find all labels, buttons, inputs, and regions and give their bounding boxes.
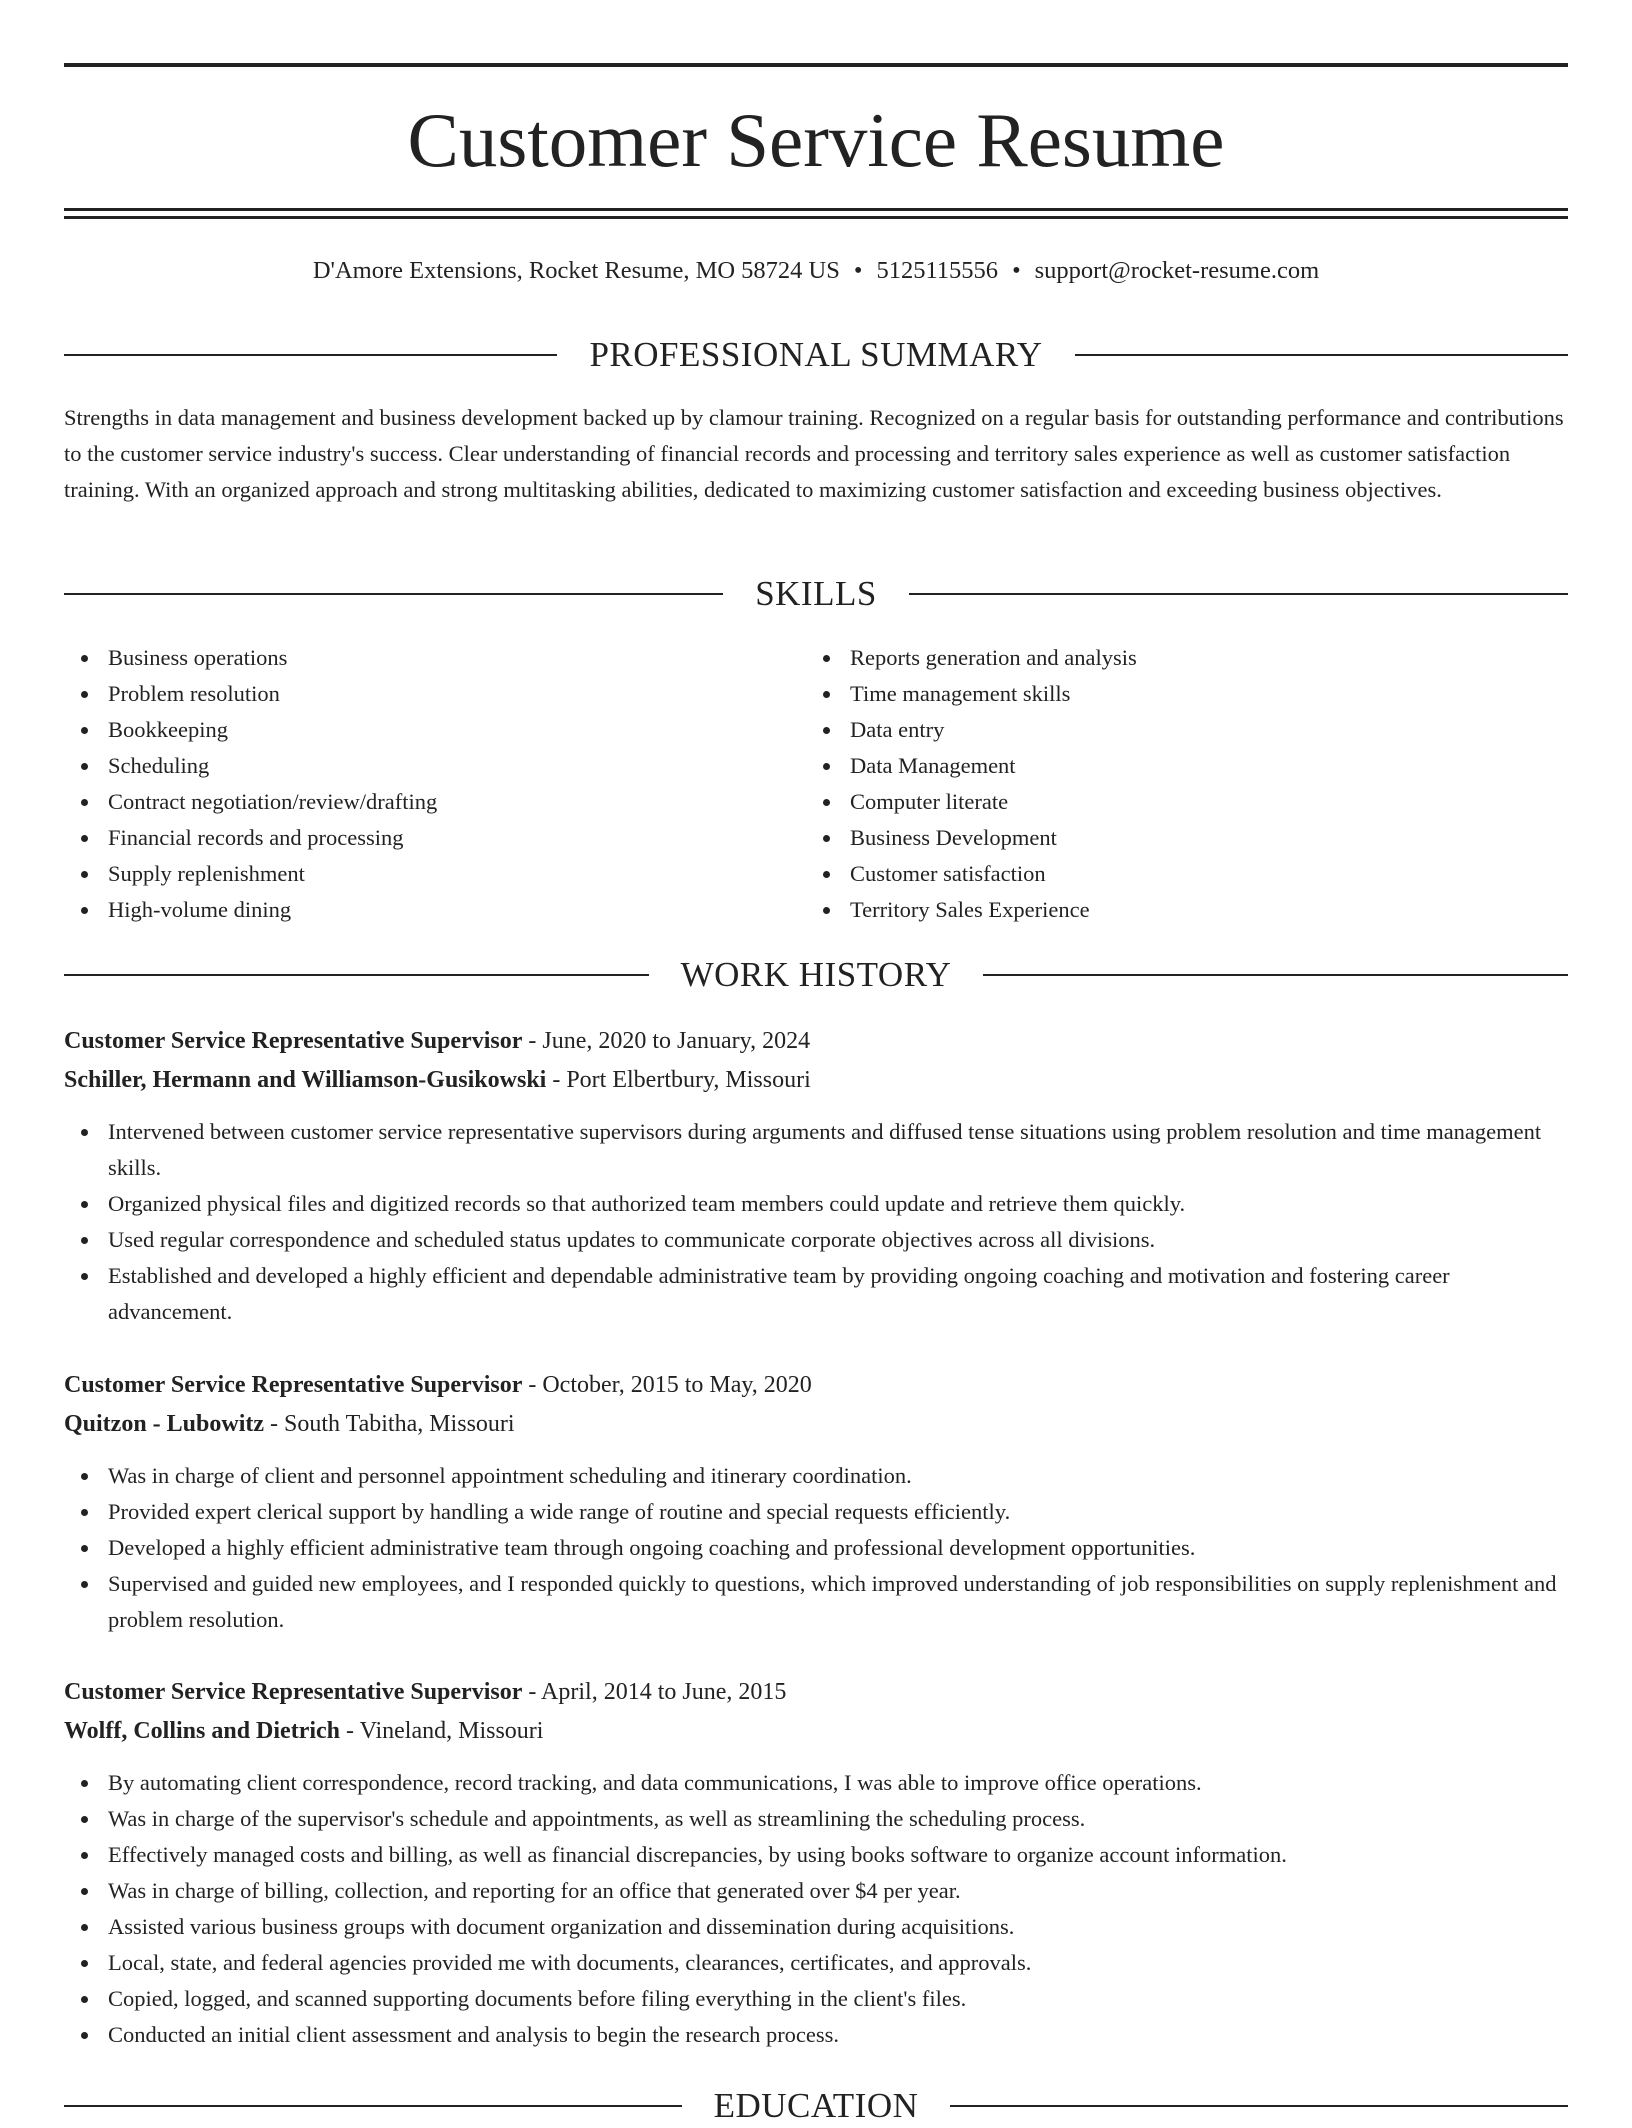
skills-list-right [806,640,1506,928]
heading-rule [64,354,557,356]
skill-item: Financial records and processing [64,820,764,856]
section-heading-summary [64,333,1568,377]
job-duty: Effectively managed costs and billing, as well as financial discrepancies, by using books software to organize account information. [64,1837,1568,1873]
job-dates: - October, 2015 to May, 2020 [528,1372,812,1398]
skill-item: Supply replenishment [64,856,764,892]
section-heading-work [64,953,1568,997]
section-label: EDUCATION [713,2086,919,2125]
section-label: SKILLS [755,574,877,613]
contact-email: support@rocket-resume.com [1034,257,1320,284]
job-dates: - June, 2020 to January, 2024 [528,1028,811,1054]
skill-item: Time management skills [806,676,1506,712]
job-location: - Port Elbertbury, Missouri [552,1067,811,1093]
job-duties-list [64,1765,1568,2053]
job-duty: Was in charge of client and personnel appointment scheduling and itinerary coordination. [64,1458,1568,1494]
job-title-line [64,1366,1568,1405]
title-rule-lower [64,216,1568,219]
contact-phone: 5125115556 [876,257,999,284]
job-company: Schiller, Hermann and Williamson-Gusikowski [64,1067,547,1093]
job-duties-list [64,1114,1568,1330]
top-rule [64,63,1568,67]
job-duty: Established and developed a highly efficient and dependable administrative team by providing ongoing coaching and motivation and fostering career advancement. [64,1258,1568,1330]
job-company-line [64,1712,1568,1751]
job-duty: Organized physical files and digitized records so that authorized team members could update and retrieve them quickly. [64,1186,1568,1222]
skill-item: Business operations [64,640,764,676]
contact-line [64,255,1568,287]
job-company: Quitzon - Lubowitz [64,1411,265,1437]
skill-item: High-volume dining [64,892,764,928]
job-dates: - April, 2014 to June, 2015 [528,1679,787,1705]
skill-item: Customer satisfaction [806,856,1506,892]
job-company: Wolff, Collins and Dietrich [64,1718,341,1744]
job-company-line [64,1061,1568,1100]
heading-rule [64,2105,682,2107]
job-duty: By automating client correspondence, record tracking, and data communications, I was able to improve office operations. [64,1765,1568,1801]
section-heading-education [64,2084,1568,2128]
job-duty: Conducted an initial client assessment and analysis to begin the research process. [64,2017,1568,2053]
job-duty: Used regular correspondence and scheduled status updates to communicate corporate objectives across all divisions. [64,1222,1568,1258]
job-title-line [64,1022,1568,1061]
job-duties-list [64,1458,1568,1638]
skill-item: Scheduling [64,748,764,784]
job-title: Customer Service Representative Supervisor [64,1679,523,1705]
job-duty: Local, state, and federal agencies provided me with documents, clearances, certificates, and approvals. [64,1945,1568,1981]
job-duty: Was in charge of the supervisor's schedule and appointments, as well as streamlining the scheduling process. [64,1801,1568,1837]
skill-item: Data Management [806,748,1506,784]
contact-separator: • [853,257,863,284]
skill-item: Problem resolution [64,676,764,712]
job-duty: Provided expert clerical support by handling a wide range of routine and special requests efficiently. [64,1494,1568,1530]
job-duty: Copied, logged, and scanned supporting documents before filing everything in the client's files. [64,1981,1568,2017]
skill-item: Business Development [806,820,1506,856]
job-title: Customer Service Representative Supervisor [64,1372,523,1398]
heading-rule [950,2105,1568,2107]
resume-title: Customer Service Resume [407,97,1225,183]
heading-rule [909,593,1568,595]
job-title-line [64,1673,1568,1712]
job-location: - South Tabitha, Missouri [270,1411,515,1437]
job-entry [64,1673,1568,2053]
section-heading-skills [64,572,1568,616]
job-duty: Assisted various business groups with document organization and dissemination during acquisitions. [64,1909,1568,1945]
skill-item: Computer literate [806,784,1506,820]
section-label: PROFESSIONAL SUMMARY [589,335,1043,374]
skill-item: Data entry [806,712,1506,748]
heading-rule [983,974,1568,976]
job-location: - Vineland, Missouri [346,1718,544,1744]
contact-address: D'Amore Extensions, Rocket Resume, MO 58724 US [312,257,840,284]
skill-item: Contract negotiation/review/drafting [64,784,764,820]
job-title: Customer Service Representative Supervisor [64,1028,523,1054]
skill-item: Reports generation and analysis [806,640,1506,676]
skill-item: Bookkeeping [64,712,764,748]
summary-text: Strengths in data management and business development backed up by clamour training. Recognized on a regular basis for outstanding performance and contributions to the customer service industry's success. Clear understanding of financial records and processing and territory sales experience as well as customer satisfaction training. With an organized approach and strong multitasking abilities, dedicated to maximizing customer satisfaction and exceeding business objectives. [64,405,1564,502]
skill-item: Territory Sales Experience [806,892,1506,928]
heading-rule [1075,354,1568,356]
title-rule-upper [64,208,1568,211]
section-label: WORK HISTORY [680,955,952,994]
skills-list-left [64,640,764,928]
job-entry [64,1022,1568,1330]
job-duty: Developed a highly efficient administrative team through ongoing coaching and professional development opportunities. [64,1530,1568,1566]
job-duty: Was in charge of billing, collection, and reporting for an office that generated over $4 per year. [64,1873,1568,1909]
heading-rule [64,593,723,595]
job-duty: Supervised and guided new employees, and I responded quickly to questions, which improved understanding of job responsibilities on supply replenishment and problem resolution. [64,1566,1568,1638]
job-company-line [64,1405,1568,1444]
heading-rule [64,974,649,976]
job-duty: Intervened between customer service representative supervisors during arguments and diffused tense situations using problem resolution and time management skills. [64,1114,1568,1186]
contact-separator: • [1012,257,1021,284]
job-entry [64,1366,1568,1638]
